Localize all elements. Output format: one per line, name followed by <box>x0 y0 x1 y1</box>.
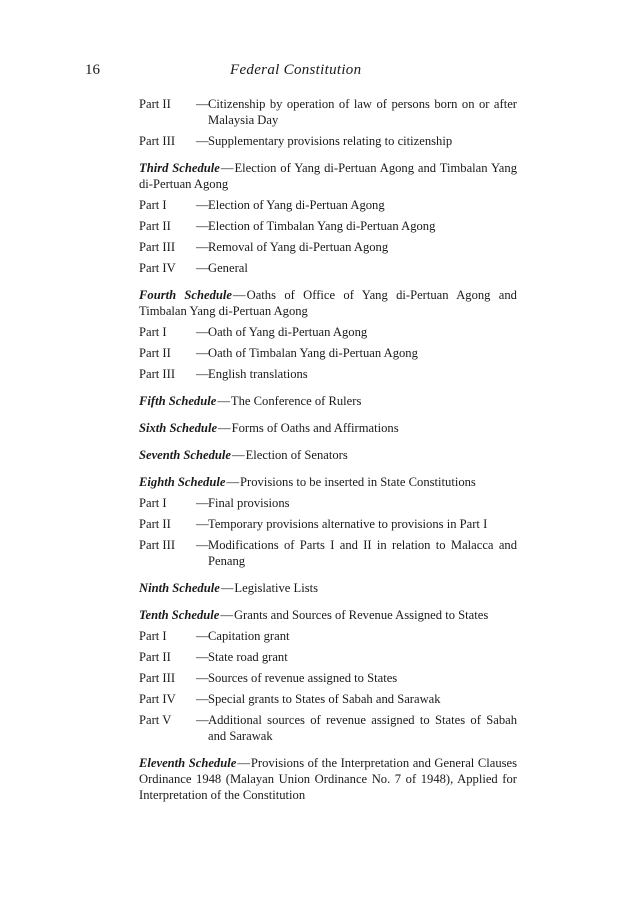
table-of-contents <box>139 96 517 808</box>
schedule-name: Seventh Schedule <box>139 448 232 462</box>
part-dash: — <box>196 692 209 706</box>
part-label: Part III <box>139 538 176 552</box>
part-row <box>139 537 517 569</box>
part-label: Part II <box>139 650 171 664</box>
schedule-name: Fourth Schedule <box>139 288 233 302</box>
part-row <box>139 670 517 686</box>
schedule-heading <box>139 607 517 623</box>
part-row <box>139 345 517 361</box>
part-dash: — <box>196 346 209 360</box>
part-row <box>139 712 517 744</box>
schedule-name: Tenth Schedule <box>139 608 220 622</box>
schedule-title: Provisions of the Interpretation and General Clauses Ordinance 1948 (Malayan Union Ordinance No. 7 of 1948), Applied for Interpretation of the Constitution <box>139 756 518 802</box>
part-description: Oath of Yang di-Pertuan Agong <box>208 325 368 339</box>
part-label: Part III <box>139 367 176 381</box>
part-row <box>139 260 517 276</box>
part-dash: — <box>196 219 209 233</box>
part-label: Part I <box>139 198 167 212</box>
schedule-dash: — <box>220 161 234 175</box>
schedule-dash: — <box>218 421 231 435</box>
part-row <box>139 649 517 665</box>
schedule-dash: — <box>226 475 240 489</box>
part-label: Part II <box>139 97 171 111</box>
part-dash: — <box>196 261 209 275</box>
part-label: Part II <box>139 219 171 233</box>
part-dash: — <box>196 97 209 111</box>
schedule-title: Grants and Sources of Revenue Assigned to States <box>233 608 489 622</box>
part-row <box>139 96 517 128</box>
schedule-name: Sixth Schedule <box>139 421 218 435</box>
part-row <box>139 691 517 707</box>
part-row <box>139 516 517 532</box>
part-label: Part III <box>139 671 176 685</box>
schedule-dash: — <box>220 608 233 622</box>
part-label: Part IV <box>139 261 176 275</box>
schedule-name: Eleventh Schedule <box>139 756 237 770</box>
schedule-title: Legislative Lists <box>234 581 319 595</box>
part-label: Part V <box>139 713 172 727</box>
part-label: Part I <box>139 496 167 510</box>
part-description: Election of Timbalan Yang di-Pertuan Agong <box>208 219 436 233</box>
schedule-title: The Conference of Rulers <box>230 394 362 408</box>
schedule-name: Eighth Schedule <box>139 475 226 489</box>
part-row <box>139 197 517 213</box>
part-description: General <box>208 261 248 275</box>
schedule-title: Forms of Oaths and Affirmations <box>231 421 399 435</box>
schedule-dash: — <box>217 394 230 408</box>
part-dash: — <box>196 325 209 339</box>
part-label: Part II <box>139 346 171 360</box>
part-description: Election of Yang di-Pertuan Agong <box>208 198 385 212</box>
page-number: 16 <box>85 62 100 78</box>
part-dash: — <box>196 134 209 148</box>
part-dash: — <box>196 367 209 381</box>
part-description: Special grants to States of Sabah and Sarawak <box>208 692 441 706</box>
part-description: English translations <box>208 367 308 381</box>
part-dash: — <box>196 713 209 727</box>
part-dash: — <box>196 671 209 685</box>
part-description: Sources of revenue assigned to States <box>208 671 398 685</box>
part-row <box>139 324 517 340</box>
part-dash: — <box>196 198 209 212</box>
part-description: Additional sources of revenue assigned to States of Sabah and Sarawak <box>208 713 517 743</box>
part-description: Supplementary provisions relating to citizenship <box>208 134 453 148</box>
part-row <box>139 628 517 644</box>
part-description: Capitation grant <box>208 629 290 643</box>
schedule-title: Provisions to be inserted in State Constitutions <box>240 475 476 489</box>
schedule-heading <box>139 393 517 409</box>
part-label: Part I <box>139 629 167 643</box>
part-description: Oath of Timbalan Yang di-Pertuan Agong <box>208 346 418 360</box>
part-label: Part IV <box>139 692 176 706</box>
part-dash: — <box>196 517 209 531</box>
schedule-name: Fifth Schedule <box>139 394 217 408</box>
schedule-title: Election of Yang di-Pertuan Agong and Timbalan Yang di-Pertuan Agong <box>139 161 517 191</box>
schedule-heading <box>139 447 517 463</box>
part-description: Temporary provisions alternative to provisions in Part I <box>208 517 488 531</box>
schedule-name: Ninth Schedule <box>139 581 220 595</box>
part-dash: — <box>196 496 209 510</box>
part-description: State road grant <box>208 650 288 664</box>
part-description: Final provisions <box>208 496 290 510</box>
part-description: Removal of Yang di-Pertuan Agong <box>208 240 389 254</box>
schedule-dash: — <box>220 581 234 595</box>
part-row <box>139 495 517 511</box>
part-description: Modifications of Parts I and II in relation to Malacca and Penang <box>208 538 517 568</box>
part-dash: — <box>196 629 209 643</box>
schedule-title: Oaths of Office of Yang di-Pertuan Agong and Timbalan Yang di-Pertuan Agong <box>139 288 517 318</box>
schedule-heading <box>139 420 517 436</box>
part-label: Part III <box>139 134 176 148</box>
schedule-heading <box>139 160 517 192</box>
part-dash: — <box>196 538 209 552</box>
part-row <box>139 133 517 149</box>
part-row <box>139 239 517 255</box>
part-label: Part II <box>139 517 171 531</box>
schedule-heading <box>139 580 517 596</box>
schedule-heading <box>139 287 517 319</box>
schedule-name: Third Schedule <box>139 161 220 175</box>
part-dash: — <box>196 650 209 664</box>
part-label: Part I <box>139 325 167 339</box>
part-row <box>139 218 517 234</box>
part-label: Part III <box>139 240 176 254</box>
part-row <box>139 366 517 382</box>
schedule-dash: — <box>237 756 250 770</box>
schedule-title: Election of Senators <box>245 448 348 462</box>
schedule-dash: — <box>233 288 246 302</box>
running-title: Federal Constitution <box>230 62 362 78</box>
part-dash: — <box>196 240 209 254</box>
schedule-heading <box>139 755 517 803</box>
schedule-heading <box>139 474 517 490</box>
part-description: Citizenship by operation of law of persons born on or after Malaysia Day <box>208 97 517 127</box>
schedule-dash: — <box>232 448 245 462</box>
